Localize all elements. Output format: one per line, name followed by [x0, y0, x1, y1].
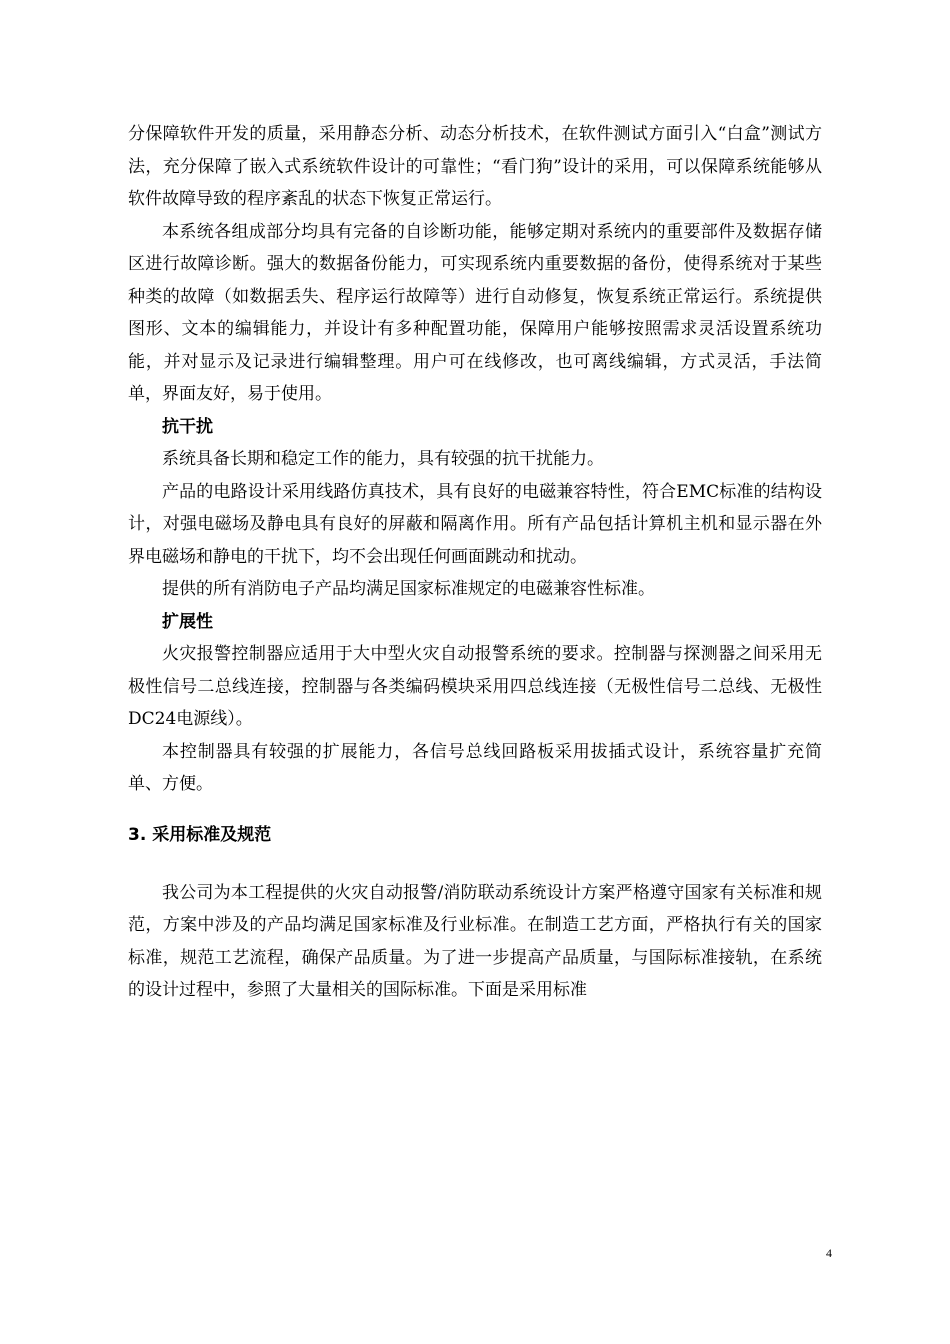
- heading-extensibility: 扩展性: [162, 611, 213, 632]
- page-number: 4: [826, 1246, 832, 1260]
- page-body: [128, 118, 822, 1007]
- paragraph-software-reliability: 分保障软件开发的质量，采用静态分析、动态分析技术，在软件测试方面引入“白盒”测试方法，充分保障了嵌入式系统软件设计的可靠性；“看门狗”设计的采用，可以保障系统能够从软件故障导致的程序紊乱的状态下恢复正常运行。: [128, 124, 822, 209]
- heading-anti-interference: 抗干扰: [162, 416, 213, 437]
- paragraph-emc-design: 产品的电路设计采用线路仿真技术，具有良好的电磁兼容特性，符合EMC标准的结构设计，对强电磁场及静电具有良好的屏蔽和隔离作用。所有产品包括计算机主机和显示器在外界电磁场和静电的干扰下，均不会出现任何画面跳动和扰动。: [128, 481, 822, 567]
- paragraph-emc-standard: 提供的所有消防电子产品均满足国家标准规定的电磁兼容性标准。: [162, 579, 655, 599]
- paragraph-standards-compliance: 我公司为本工程提供的火灾自动报警/消防联动系统设计方案严格遵守国家有关标准和规范，方案中涉及的产品均满足国家标准及行业标准。在制造工艺方面，严格执行有关的国家标准，规范工艺流程，确保产品质量。为了进一步提高产品质量，与国际标准接轨，在系统的设计过程中，参照了大量相关的国际标准。下面是采用标准: [128, 882, 822, 1000]
- paragraph-stability: 系统具备长期和稳定工作的能力，具有较强的抗干扰能力。: [162, 449, 604, 469]
- section-heading-standards: 3. 采用标准及规范: [128, 824, 272, 845]
- paragraph-expansion: 本控制器具有较强的扩展能力，各信号总线回路板采用拔插式设计，系统容量扩充简单、方便。: [128, 741, 822, 794]
- paragraph-self-diagnosis: 本系统各组成部分均具有完备的自诊断功能，能够定期对系统内的重要部件及数据存储区进行故障诊断。强大的数据备份能力，可实现系统内重要数据的备份，使得系统对于某些种类的故障（如数据丢失、程序运行故障等）进行自动修复，恢复系统正常运行。系统提供图形、文本的编辑能力，并设计有多种配置功能，保障用户能够按照需求灵活设置系统功能，并对显示及记录进行编辑整理。用户可在线修改，也可离线编辑，方式灵活，手法简单，界面友好，易于使用。: [128, 221, 822, 404]
- paragraph-controller-bus: 火灾报警控制器应适用于大中型火灾自动报警系统的要求。控制器与探测器之间采用无极性信号二总线连接，控制器与各类编码模块采用四总线连接（无极性信号二总线、无极性DC24电源线）。: [128, 644, 822, 729]
